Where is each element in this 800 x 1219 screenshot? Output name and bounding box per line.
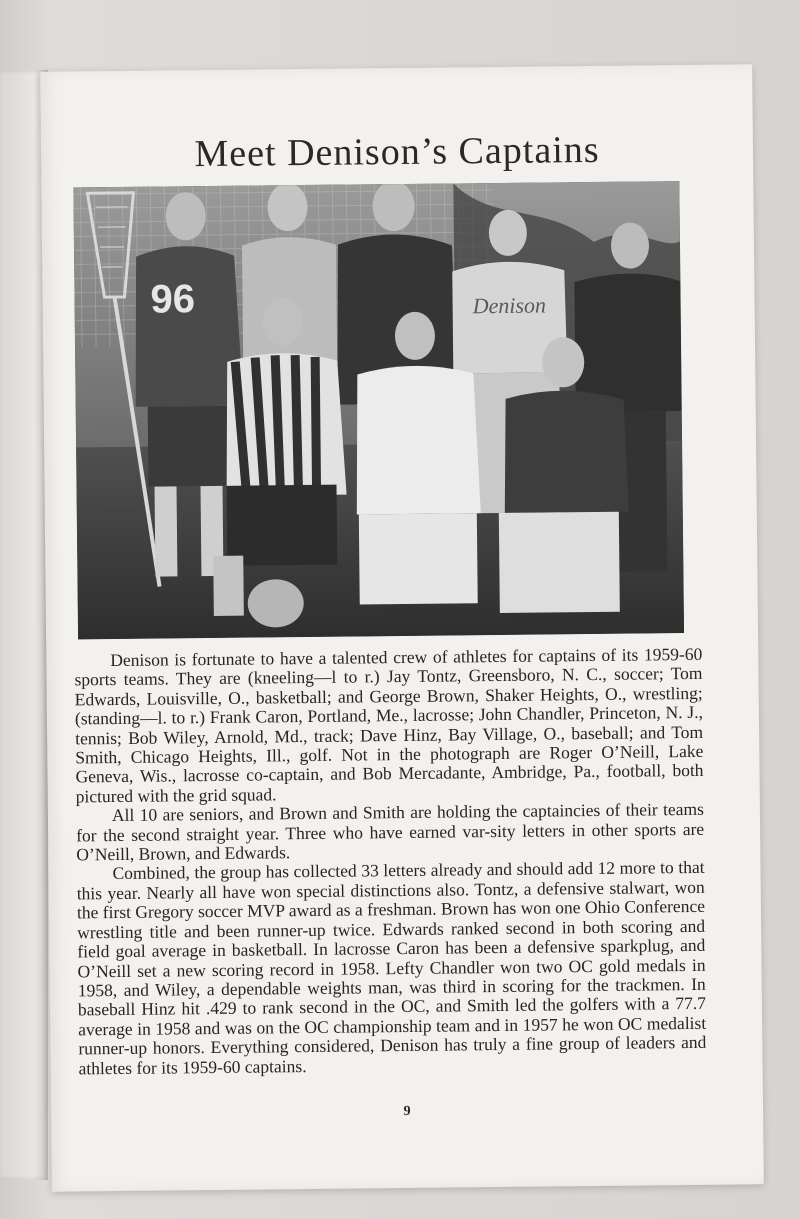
photo-illustration bbox=[73, 181, 684, 639]
team-captains-photo bbox=[73, 181, 684, 639]
facing-page-edge bbox=[0, 70, 48, 1180]
booklet-page bbox=[40, 64, 764, 1191]
jersey-number: 96 bbox=[150, 277, 196, 322]
page-number: 9 bbox=[403, 1103, 411, 1120]
paragraph-achievements: Combined, the group has collected 33 letters already and should add 12 more to that this year. Nearly all have won special distinctions also. Tontz, a defensive stalwart, won the first Gregory soccer MVP award as a freshman. Brown has won one Ohio Conference wrestling title and been runner-up twice. Edwards ranked second in both scoring and field goal average in basketball. In lacrosse Caron has been a defensive sparkplug, and O’Neill set a new scoring record in 1958. Lefty Chandler won two OC gold medals in 1958, and Wiley, a dependable weights man, was third in scoring for the trackmen. In baseball Hinz hit .429 to rank second in the OC, and Smith led the golfers with a 77.7 average in 1958 and was on the OC championship team and in 1957 he won OC medalist runner-up honors. Everything considered, Denison has truly a fine group of leaders and athletes for its 1959-60 captains. bbox=[76, 857, 707, 1078]
paragraph-captains-list: Denison is fortunate to have a talented crew of athletes for captains of its 1959-60 sports teams. They are (kneeling—l to r.) Jay Tontz, Greensboro, N. C., soccer; Tom Edwards, Louisville, O., basketball; and George Brown, Shaker Heights, O., wrestling; (standing—l. to r.) Frank Caron, Portland, Me., lacrosse; John Chandler, Princeton, N. J., tennis; Bob Wiley, Arnold, Md., track; Dave Hinz, Bay Village, O., baseball; and Tom Smith, Chicago Heights, Ill., golf. Not in the photograph are Roger O’Neill, Lake Geneva, Wis., lacrosse co-captain, and Bob Mercadante, Ambridge, Pa., football, both pictured with the grid squad. bbox=[74, 643, 704, 807]
paragraph-seniors: All 10 are seniors, and Brown and Smith are holding the captaincies of their teams for the second straight year. Three who have earned var-sity letters in other sports are O’Neill, Brown, and Edwards. bbox=[76, 799, 705, 865]
uniform-lettering: Denison bbox=[472, 292, 547, 319]
article-body bbox=[74, 645, 706, 1078]
page-title: Meet Denison’s Captains bbox=[194, 128, 600, 176]
